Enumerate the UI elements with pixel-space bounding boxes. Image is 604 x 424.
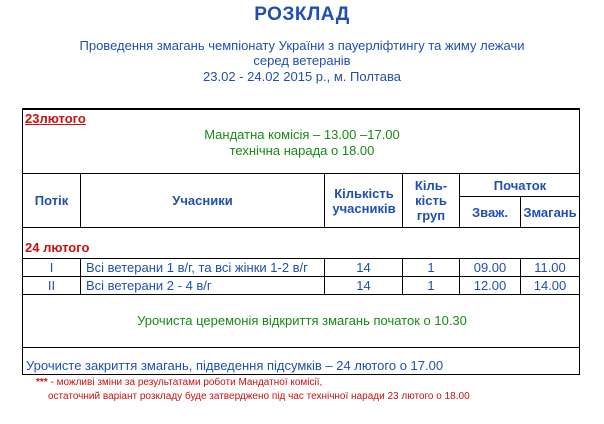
header-start: Початок bbox=[493, 177, 547, 193]
table-row-count: 14 bbox=[356, 260, 371, 275]
header-competition: Змагань bbox=[523, 204, 577, 220]
footnote-line-1 bbox=[36, 377, 322, 388]
footnote-mark: *** bbox=[36, 377, 48, 388]
table-row-count: 14 bbox=[356, 278, 371, 293]
table-row-weigh-in: 09.00 bbox=[473, 260, 507, 275]
header-stream: Потік bbox=[34, 193, 69, 208]
technical-meeting: технічна нарада о 18.00 bbox=[229, 143, 375, 158]
subtitle-event: Проведення змагань чемпіонату України з пауерліфтингу та жиму лежачи bbox=[79, 38, 525, 53]
table-row-stream: I bbox=[49, 260, 54, 275]
document-title: РОЗКЛАД bbox=[254, 4, 350, 25]
table-row-participants: Всі ветерани 1 в/г, та всі жінки 1-2 в/г bbox=[86, 260, 308, 275]
footnote-text-1: - можливі зміни за результатами роботи Мандатної комісії, bbox=[47, 377, 323, 388]
day2-label: 24 лютого bbox=[25, 240, 90, 255]
table-row-groups: 1 bbox=[427, 278, 435, 293]
table-row-competition: 14.00 bbox=[533, 278, 567, 293]
subtitle-dates-place: 23.02 - 24.02 2015 р., м. Полтава bbox=[203, 69, 401, 84]
header-participants: Учасники bbox=[172, 193, 233, 208]
table-row-weigh-in: 12.00 bbox=[473, 278, 507, 293]
mandate-commission: Мандатна комісія – 13.00 –17.00 bbox=[204, 127, 400, 142]
table-row-competition: 11.00 bbox=[534, 260, 566, 275]
header-weigh-in: Зваж. bbox=[471, 204, 509, 220]
day1-label: 23лютого bbox=[25, 111, 86, 126]
table-row-groups: 1 bbox=[427, 260, 435, 275]
header-participant-count: Кількість учасників bbox=[332, 185, 396, 216]
header-group-count: Кіль-кість груп bbox=[414, 178, 448, 223]
opening-ceremony: Урочиста церемонія відкриття змагань початок о 10.30 bbox=[137, 313, 467, 328]
table-row-participants: Всі ветерани 2 - 4 в/г bbox=[86, 278, 212, 293]
table-row-stream: II bbox=[47, 278, 56, 293]
footnote-line-2: остаточний варіант розкладу буде затверджено під час технічної наради 23 лютого о 18.00 bbox=[48, 391, 470, 402]
subtitle-category: серед ветеранів bbox=[253, 53, 351, 68]
closing-ceremony: Урочисте закриття змагань, підведення підсумків – 24 лютого о 17.00 bbox=[26, 358, 444, 373]
